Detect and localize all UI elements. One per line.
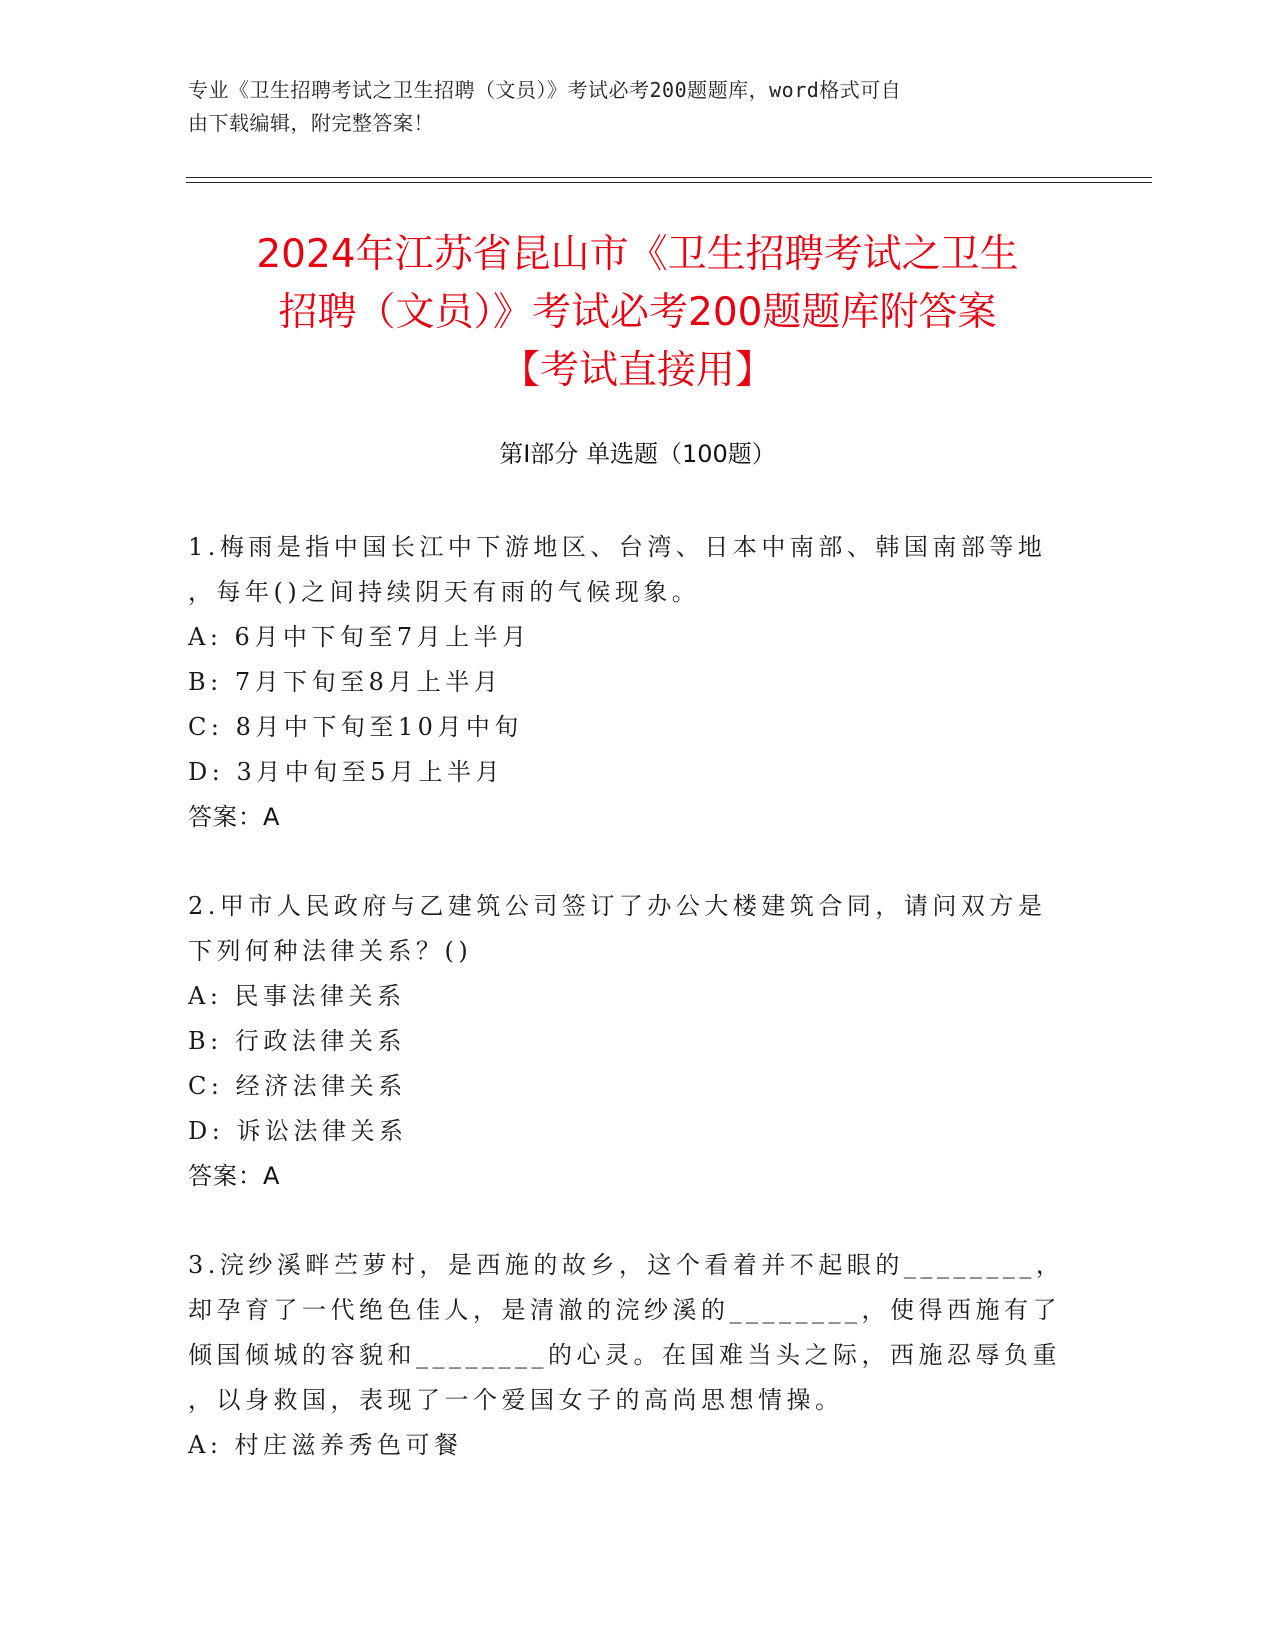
question-stem-line: 2.甲市人民政府与乙建筑公司签订了办公大楼建筑合同，请问双方是 xyxy=(188,892,1047,920)
answer-label: 答案：A xyxy=(188,803,281,831)
header-note-line-2: 由下载编辑，附完整答案！ xyxy=(188,111,434,135)
document-title-line-1: 2024年江苏省昆山市《卫生招聘考试之卫生 xyxy=(256,232,1019,277)
question-stem-line: ，以身救国，表现了一个爱国女子的高尚思想情操。 xyxy=(188,1386,844,1414)
document-title-line-2: 招聘（文员）》考试必考200题题库附答案 xyxy=(278,290,997,335)
question-stem-line: 3.浣纱溪畔苎萝村，是西施的故乡，这个看着并不起眼的________， xyxy=(188,1251,1065,1279)
question-stem xyxy=(188,1243,1068,1423)
answer-label: 答案：A xyxy=(188,1162,281,1190)
section-title: 第Ⅰ部分 单选题（100题） xyxy=(499,440,776,468)
question-stem-line: 下列何种法律关系？() xyxy=(188,937,473,965)
question-stem xyxy=(188,525,1068,615)
question-stem-line: 倾国倾城的容貌和________的心灵。在国难当头之际，西施忍辱负重 xyxy=(188,1341,1061,1369)
option-b: B: 7月下旬至8月上半月 xyxy=(188,668,503,696)
header-note-line-1: 专业《卫生招聘考试之卫生招聘（文员）》考试必考200题题库，word格式可自 xyxy=(188,78,902,102)
option-c: C: 8月中下旬至10月中旬 xyxy=(188,713,523,741)
option-a: A: 6月中下旬至7月上半月 xyxy=(188,623,531,651)
question-stem-line: ，每年()之间持续阴天有雨的气候现象。 xyxy=(188,578,701,606)
question-list xyxy=(188,525,1068,1512)
option-a: A: 村庄滋养秀色可餐 xyxy=(188,1431,463,1459)
question-1 xyxy=(188,525,1068,840)
header-note xyxy=(188,74,1068,140)
option-a: A: 民事法律关系 xyxy=(188,982,406,1010)
document-title-line-3: 【考试直接用】 xyxy=(500,348,774,393)
question-stem-line: 却孕育了一代绝色佳人，是清澈的浣纱溪的________，使得西施有了 xyxy=(188,1296,1061,1324)
question-stem xyxy=(188,884,1068,974)
document-title xyxy=(170,226,1105,400)
header-divider-top xyxy=(186,177,1152,178)
option-d: D: 诉讼法律关系 xyxy=(188,1117,408,1145)
question-3 xyxy=(188,1243,1068,1468)
header-divider-bottom xyxy=(186,182,1152,183)
option-b: B: 行政法律关系 xyxy=(188,1027,406,1055)
question-stem-line: 1.梅雨是指中国长江中下游地区、台湾、日本中南部、韩国南部等地 xyxy=(188,533,1047,561)
question-2 xyxy=(188,884,1068,1199)
option-c: C: 经济法律关系 xyxy=(188,1072,407,1100)
option-d: D: 3月中旬至5月上半月 xyxy=(188,758,504,786)
